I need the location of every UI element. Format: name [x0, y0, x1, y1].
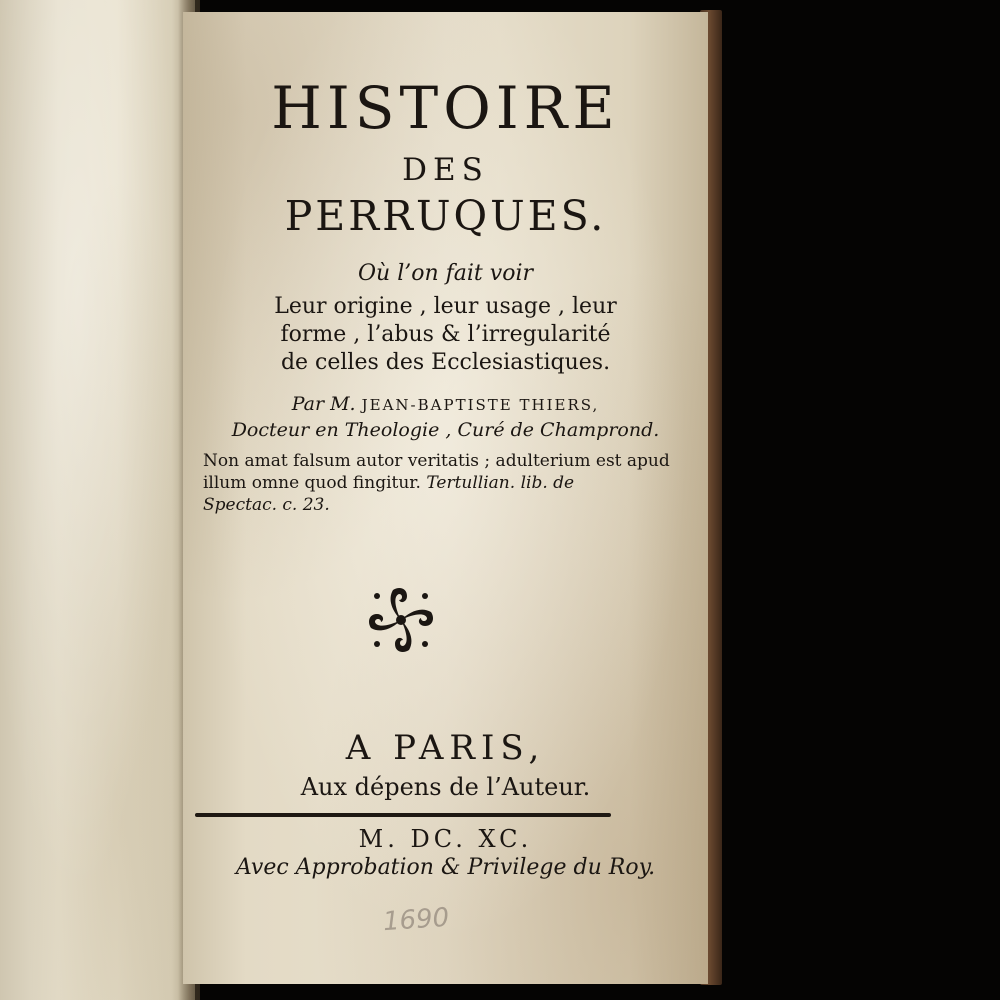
imprint-privilege: Avec Approbation & Privilege du Roy. — [235, 855, 656, 880]
epigraph-quote — [203, 450, 670, 516]
author-titles: Docteur en Theologie , Curé de Champrond. — [231, 419, 660, 441]
title-perruques: PERRUQUES. — [284, 192, 607, 240]
quote-line-1: Non amat falsum autor veritatis ; adulterium est apud — [203, 451, 670, 471]
imprint-place: A PARIS, — [345, 728, 546, 768]
author-line — [183, 393, 708, 415]
fleuron-ornament-icon — [363, 582, 439, 658]
imprint-publisher: Aux dépens de l’Auteur. — [300, 773, 591, 801]
imprint-rule — [195, 813, 611, 817]
author-name: JEAN-BAPTISTE THIERS, — [361, 396, 600, 414]
author-prefix: Par M. — [291, 393, 356, 415]
title-histoire: HISTOIRE — [271, 74, 620, 142]
subtitle-intro: Où l’on fait voir — [358, 261, 533, 286]
subtitle-line-2: forme , l’abus & l’irregularité — [280, 322, 611, 347]
title-page — [183, 12, 708, 984]
blank-flyleaf — [0, 0, 195, 1000]
subtitle-line-1: Leur origine , leur usage , leur — [274, 294, 617, 319]
imprint-date: M. DC. XC. — [358, 825, 533, 853]
pencil-annotation: 1690 — [382, 902, 451, 938]
quote-line-2-plain: illum omne quod fingitur. — [203, 473, 421, 493]
quote-line-3: Spectac. c. 23. — [203, 495, 330, 515]
quote-line-2 — [203, 472, 643, 494]
subtitle-line-3: de celles des Ecclesiastiques. — [280, 350, 611, 375]
title-des: DES — [402, 152, 489, 188]
quote-citation: Tertullian. lib. de — [426, 473, 575, 493]
